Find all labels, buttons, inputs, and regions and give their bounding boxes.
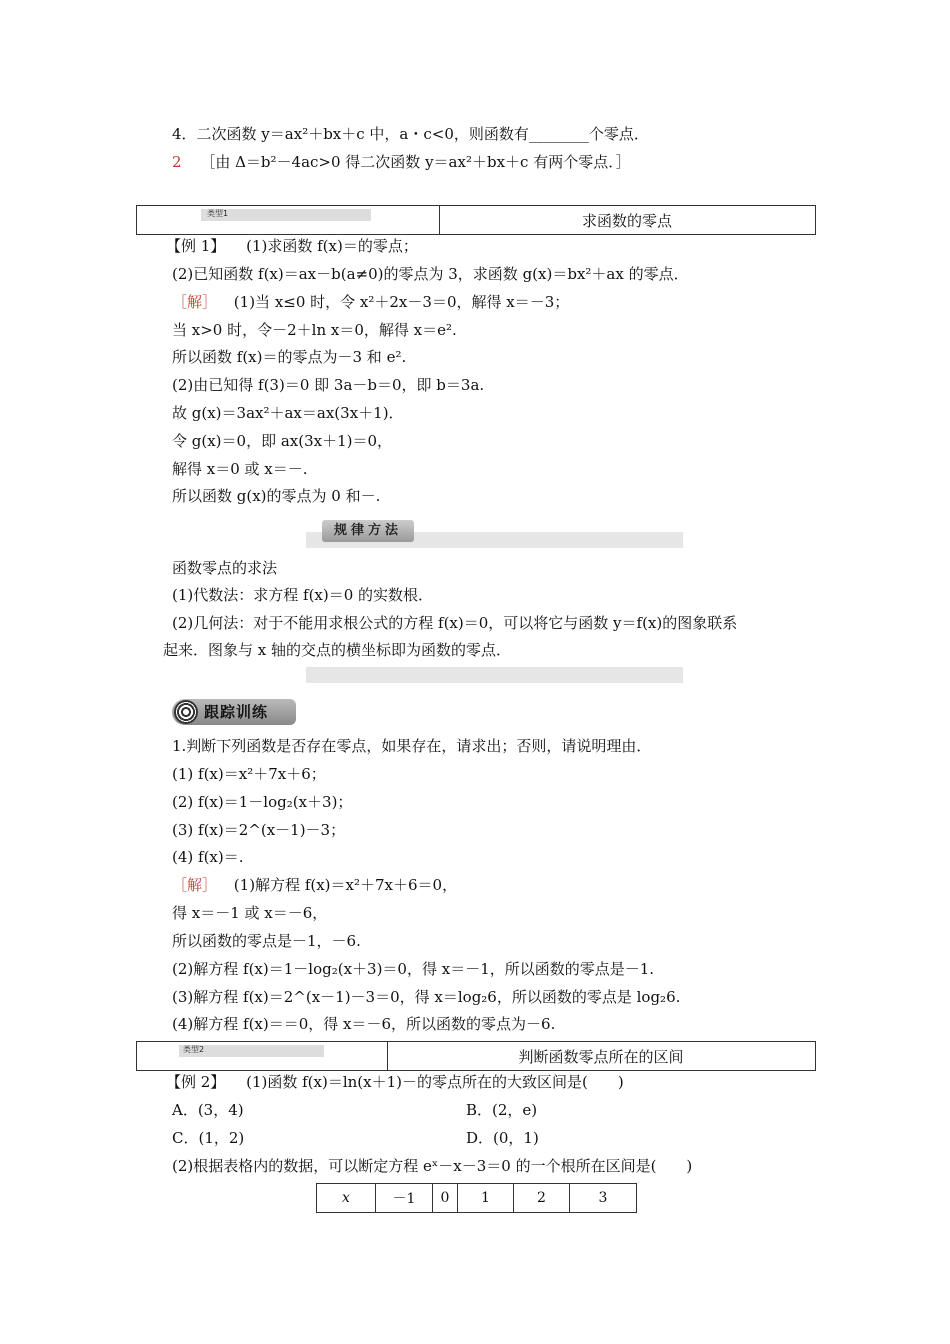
follow-a2: 得 x＝－1 或 x＝－6， <box>172 904 328 922</box>
table-cell: 2 <box>514 1184 570 1213</box>
table-cell: x <box>317 1184 376 1213</box>
ex2-optA: A．(3，4) <box>172 1101 244 1119</box>
type1-header <box>136 205 816 235</box>
method-t3: 起来．图象与 x 轴的交点的横坐标即为函数的零点． <box>163 641 511 659</box>
ex1-s6: 令 g(x)＝0，即 ax(3x＋1)＝0， <box>172 432 393 450</box>
method-t1: (1)代数法：求方程 f(x)＝0 的实数根． <box>172 586 434 604</box>
ex1-s3: 所以函数 f(x)＝的零点为－3 和 e². <box>172 348 407 366</box>
ex1-s1-line <box>172 292 569 312</box>
ex2-p2: (2)根据表格内的数据，可以断定方程 eˣ－x－3＝0 的一个根所在区间是( ) <box>172 1157 693 1175</box>
ex1-sol-mark: ［解］ <box>172 293 218 311</box>
ex1-p2: (2)已知函数 f(x)＝ax－b(a≠0)的零点为 3，求函数 g(x)＝bx²＋ax 的零点． <box>172 265 689 283</box>
table-cell: 3 <box>570 1184 637 1213</box>
ex2-optC: C．(1，2) <box>172 1129 245 1147</box>
follow-a5: (3)解方程 f(x)＝2^(x－1)－3＝0，得 x＝log₂6，所以函数的零点是 log₂6. <box>172 988 681 1006</box>
method-t2: (2)几何法：对于不能用求根公式的方程 f(x)＝0，可以将它与函数 y＝f(x)的图象联系 <box>172 614 738 632</box>
ex1-s5: 故 g(x)＝3ax²＋ax＝ax(3x＋1)． <box>172 404 404 422</box>
table-row <box>317 1184 637 1213</box>
ex2-label: 【例 2】 <box>166 1073 226 1091</box>
q4-text: 4．二次函数 y＝ax²＋bx＋c 中，a・c<0，则函数有________个零点． <box>172 125 649 143</box>
q4-answer-line <box>172 152 631 172</box>
ex1-s7: 解得 x＝0 或 x＝－. <box>172 460 308 478</box>
ex1-prompt1 <box>166 236 418 256</box>
follow-q4: (4) f(x)＝. <box>172 848 244 866</box>
ex1-label: 【例 1】 <box>166 237 226 255</box>
follow-sol-mark: ［解］ <box>172 876 218 894</box>
type2-header <box>136 1041 816 1071</box>
table-cell: －1 <box>376 1184 433 1213</box>
ex2-optD: D．(0，1) <box>466 1129 539 1147</box>
table-cell: 0 <box>433 1184 458 1213</box>
ex1-s8: 所以函数 g(x)的零点为 0 和－. <box>172 487 381 505</box>
ex1-s1: (1)当 x≤0 时，令 x²＋2x－3＝0，解得 x＝－3； <box>233 293 570 311</box>
ex1-p1: (1)求函数 f(x)＝的零点； <box>246 237 418 255</box>
follow-q: 1.判断下列函数是否存在零点，如果存在，请求出；否则，请说明理由． <box>172 737 652 755</box>
follow-a6: (4)解方程 f(x)＝＝0，得 x＝－6，所以函数的零点为－6. <box>172 1015 556 1033</box>
follow-tag: 跟踪训练 <box>204 703 269 721</box>
follow-a3: 所以函数的零点是－1，－6. <box>172 932 361 950</box>
ex1-s2: 当 x>0 时，令－2＋ln x＝0，解得 x＝e². <box>172 321 457 339</box>
follow-badge <box>172 699 296 725</box>
type1-tag: 类型1 <box>207 209 229 218</box>
q4-answer: 2 <box>172 153 182 171</box>
table-cell: 1 <box>458 1184 514 1213</box>
follow-q3: (3) f(x)＝2^(x－1)－3； <box>172 821 346 839</box>
type1-tag-cell <box>137 206 440 234</box>
follow-a1-line <box>172 875 457 895</box>
ex1-s4: (2)由已知得 f(3)＝0 即 3a－b＝0，即 b＝3a. <box>172 376 485 394</box>
value-table <box>316 1183 637 1213</box>
type2-tag: 类型2 <box>183 1045 205 1054</box>
type1-title: 求函数的零点 <box>581 212 672 230</box>
method-tag: 规律方法 <box>322 520 414 542</box>
ex2-optB: B．(2，e) <box>466 1101 538 1119</box>
method-end-banner <box>306 667 683 683</box>
type2-title: 判断函数零点所在的区间 <box>518 1048 684 1066</box>
follow-a1: (1)解方程 f(x)＝x²＋7x＋6＝0， <box>233 876 458 894</box>
ex2-p1: (1)函数 f(x)＝ln(x＋1)－的零点所在的大致区间是( ) <box>246 1073 624 1091</box>
follow-q1: (1) f(x)＝x²＋7x＋6； <box>172 765 326 783</box>
ex2-prompt1 <box>166 1072 624 1092</box>
type2-tag-cell <box>137 1042 388 1070</box>
follow-a4: (2)解方程 f(x)＝1－log₂(x＋3)＝0，得 x＝－1，所以函数的零点是－1. <box>172 960 655 978</box>
method-t0: 函数零点的求法 <box>172 559 278 577</box>
q4-explain: ［由 Δ＝b²－4ac>0 得二次函数 y＝ax²＋bx＋c 有两个零点．］ <box>200 153 631 171</box>
follow-q2: (2) f(x)＝1－log₂(x＋3)； <box>172 793 353 811</box>
target-icon <box>174 700 198 724</box>
